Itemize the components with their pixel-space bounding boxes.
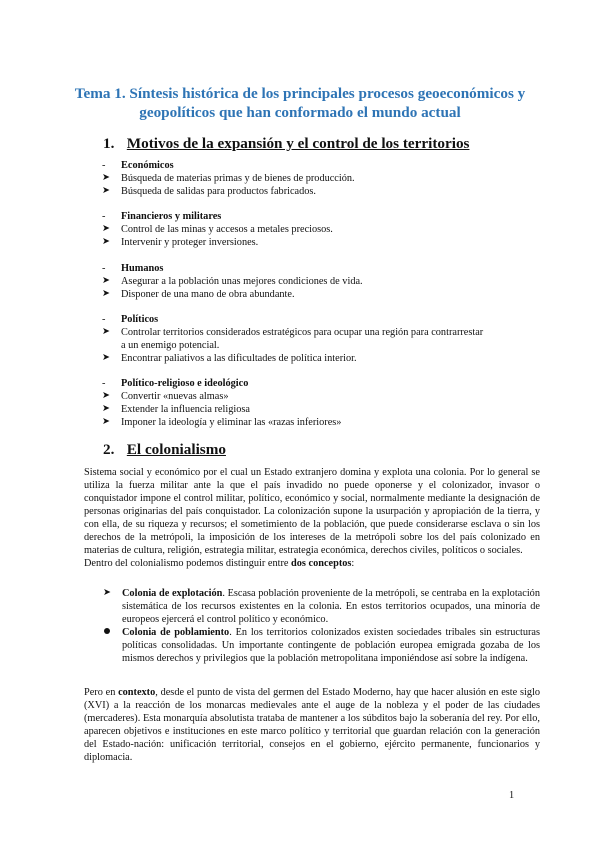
list-item: ➤ Disponer de una mano de obra abundante.: [102, 289, 295, 300]
motive-group-politicos: [103, 313, 543, 365]
group-heading: - Político-religioso e ideológico: [102, 378, 249, 389]
arrow-bullet-icon: ➤: [102, 391, 110, 401]
page-number: 1: [509, 790, 515, 801]
list-item: ➤ Extender la influencia religiosa: [102, 404, 250, 415]
list-item: ➤ Búsqueda de materias primas y de bienes de producción.: [102, 173, 355, 184]
group-heading: - Financieros y militares: [102, 211, 222, 222]
arrow-bullet-icon: ➤: [102, 186, 110, 196]
list-item-continuation: a un enemigo potencial.: [121, 340, 220, 351]
arrow-bullet-icon: ➤: [102, 237, 110, 247]
list-item: ➤ Control de las minas y accesos a metales preciosos.: [102, 224, 333, 235]
title-line-1: Tema 1. Síntesis histórica de los principales procesos geoeconómicos y: [74, 85, 526, 102]
list-item: ➤ Búsqueda de salidas para productos fabricados.: [102, 186, 317, 197]
list-item-colonia-poblamiento: Colonia de poblamiento. En los territorios colonizados existen sociedades tribales sin estructuras políticas consolidadas. Un importante contingente de población europea emigrada gozaba de los mismos derechos y privilegios que la población metropolitana imponiéndose así sobre la indígena.: [103, 626, 540, 665]
intro-last-line: Dentro del colonialismo podemos distinguir entre dos conceptos:: [84, 558, 355, 569]
list-item: ➤ Encontrar paliativos a las dificultades de política interior.: [102, 353, 357, 364]
concepts-list: [103, 587, 540, 665]
round-bullet-icon: [103, 626, 110, 639]
arrow-bullet-icon: ➤: [102, 276, 110, 286]
list-item: ➤ Controlar territorios considerados estratégicos para ocupar una región para contrarrestar: [102, 327, 484, 338]
list-item: ➤ Imponer la ideología y eliminar las «razas inferiores»: [102, 417, 342, 428]
section-1-heading: [103, 135, 469, 153]
arrow-bullet-icon: ➤: [102, 417, 110, 427]
arrow-bullet-icon: ➤: [102, 404, 110, 414]
motive-group-humanos: [103, 262, 543, 301]
arrow-bullet-icon: ➤: [102, 289, 110, 299]
section-2-title: El colonialismo: [126, 441, 226, 458]
motive-group-religioso: [103, 377, 543, 429]
section-2-heading: [103, 441, 226, 459]
list-item-colonia-explotacion: ➤ Colonia de explotación. Escasa población proveniente de la metrópoli, se centraba en la explotación sistemática de los recursos existentes en la colonia. En estos territorios ocupados, una minoría de europeos ejercerá el control político y económico.: [103, 588, 540, 625]
list-item: ➤ Convertir «nuevas almas»: [102, 391, 229, 402]
title-line-2: geopolíticos que han conformado el mundo actual: [139, 104, 461, 121]
list-item: ➤ Intervenir y proteger inversiones.: [102, 237, 259, 248]
section-1-title: Motivos de la expansión y el control de los territorios: [126, 135, 470, 152]
group-heading: - Políticos: [102, 314, 159, 325]
group-heading: - Económicos: [102, 160, 174, 171]
document-title: [60, 84, 540, 122]
arrow-bullet-icon: ➤: [102, 173, 110, 183]
group-heading: - Humanos: [102, 263, 164, 274]
arrow-bullet-icon: ➤: [102, 224, 110, 234]
motive-group-financieros: [103, 210, 543, 249]
list-item: ➤ Asegurar a la población unas mejores condiciones de vida.: [102, 276, 363, 287]
section-2-number: 2.: [103, 441, 115, 458]
colonialism-intro-paragraph: Sistema social y económico por el cual un Estado extranjero domina y explota una colonia. Por lo general se utiliza la fuerza militar ante la que el país invadido no puede oponerse y el colonizador, invasor o conquistador impone el control militar, político, económico y social, normalmente mediante la designación de personas originarias del país conquistador. La colonización supone la usurpación y apropiación de la tierra, y con ella, de su riqueza y recursos; el sometimiento de la población, que puede considerarse esclava o sin los derechos de la metrópoli, la imposición de los intereses de la metrópoli sobre los del país colonizado en materias de cultura, religión, estrategia militar, estrategia económica, derechos civiles, políticos o sociales. Dentro del colonialismo podemos distinguir entre dos conceptos:: [84, 467, 540, 569]
arrow-bullet-icon: ➤: [103, 588, 111, 598]
context-paragraph: Pero en contexto, desde el punto de vista del germen del Estado Moderno, hay que hacer alusión en este siglo (XVI) a la reacción de los monarcas medievales ante el auge de la nobleza y el poder de las ciudades (mercaderes). Esta monarquía absolutista trataba de mantener a los súbditos bajo la soberanía del rey. Por ello, aparecen objetivos e instituciones en este marco político y territorial que guardan relación con la generación del Estado-nación: unificación territorial, consejos en el gobierno, ejército permanente, funcionarios y diplomacia.: [84, 687, 540, 763]
section-1-number: 1.: [103, 135, 115, 152]
arrow-bullet-icon: ➤: [102, 327, 110, 337]
arrow-bullet-icon: ➤: [102, 353, 110, 363]
motive-group-economicos: [103, 159, 543, 198]
